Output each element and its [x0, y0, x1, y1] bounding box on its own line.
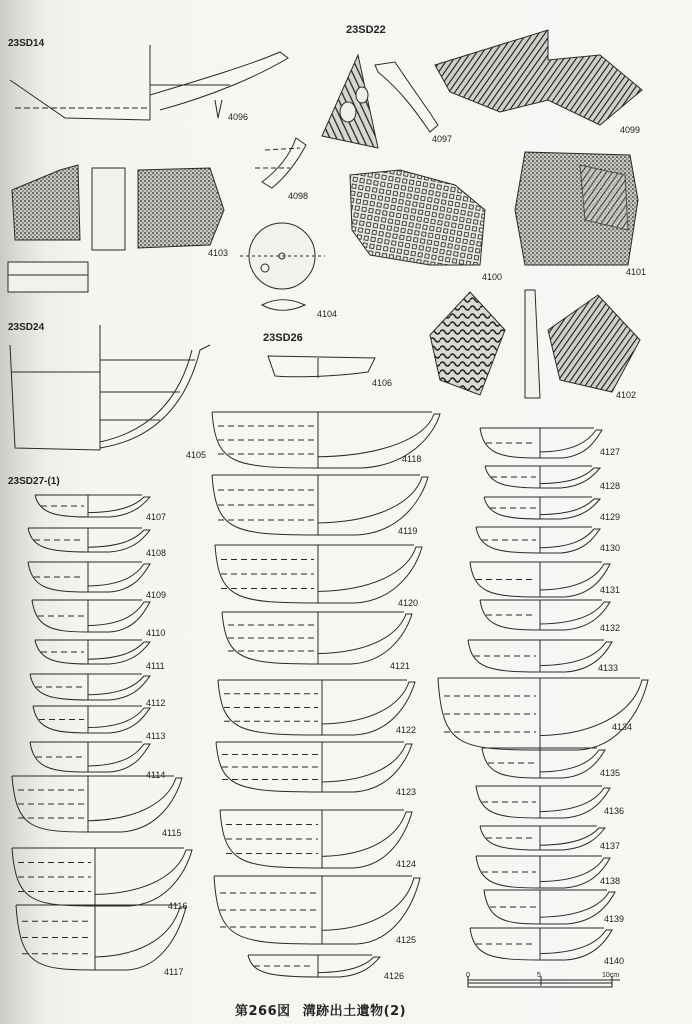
- number-label: 4111: [146, 661, 165, 671]
- scale-label-five: 5: [537, 972, 541, 979]
- number-label: 4125: [396, 935, 417, 945]
- group-label-23sd22: 23SD22: [346, 24, 386, 36]
- number-label: 4138: [600, 876, 621, 886]
- number-label: 4122: [396, 725, 417, 735]
- number-label: 4135: [600, 768, 621, 778]
- number-label: 4136: [604, 806, 625, 816]
- figure-number: 第266図: [235, 1004, 291, 1019]
- number-label: 4116: [168, 901, 188, 911]
- number-label: 4124: [396, 859, 417, 869]
- vessel-4105: [8, 322, 210, 450]
- group-label-23sd24: 23SD24: [8, 322, 45, 333]
- bowl-profiles: [12, 412, 648, 977]
- number-label: 4102: [616, 390, 637, 400]
- group-label-23sd26: 23SD26: [263, 332, 303, 344]
- number-label: 4134: [612, 722, 633, 732]
- number-label: 4126: [384, 971, 405, 981]
- scale-label-zero: 0: [466, 972, 470, 979]
- vessel-4099-sherd: [435, 30, 642, 125]
- vessel-4100-sherd: [350, 170, 485, 265]
- number-label: 4114: [146, 770, 166, 780]
- number-label: 4109: [146, 590, 167, 600]
- number-label: 4127: [600, 447, 621, 457]
- scale-bar: [468, 976, 620, 987]
- number-label: 4132: [600, 623, 621, 633]
- number-label: 4115: [162, 828, 182, 838]
- number-label: 4121: [390, 661, 411, 671]
- number-label: 4128: [600, 481, 621, 491]
- number-label: 4098: [288, 191, 309, 201]
- number-label: 4139: [604, 914, 625, 924]
- number-label: 4113: [146, 731, 166, 741]
- figure-caption: [235, 1000, 418, 1019]
- number-label: 4131: [600, 585, 621, 595]
- number-label: 4101: [626, 267, 647, 277]
- number-label: 4106: [372, 378, 393, 388]
- group-label-23sd14: 23SD14: [8, 38, 45, 49]
- bowl-outline: [16, 905, 186, 970]
- number-label: 4137: [600, 841, 621, 851]
- bowl-outline: [212, 475, 428, 535]
- vessel-4096: [10, 45, 288, 120]
- number-label: 4100: [482, 272, 503, 282]
- number-label: 4117: [164, 967, 184, 977]
- scale-label-ten: 10cm: [602, 972, 620, 979]
- number-label: 4108: [146, 548, 167, 558]
- number-label: 4099: [620, 125, 641, 135]
- number-label: 4120: [398, 598, 419, 608]
- number-label: 4112: [146, 698, 166, 708]
- group-label-23sd27: 23SD27-(1): [8, 476, 60, 487]
- number-label: 4110: [146, 628, 166, 638]
- number-label: 4140: [604, 956, 625, 966]
- number-label: 4104: [317, 309, 338, 319]
- vessel-4102-sherd-a: [430, 292, 505, 395]
- number-label: 4130: [600, 543, 621, 553]
- number-label: 4123: [396, 787, 417, 797]
- number-label: 4118: [402, 454, 422, 464]
- number-label: 4119: [398, 526, 418, 536]
- number-label: 4096: [228, 112, 249, 122]
- number-label: 4129: [600, 512, 621, 522]
- vessel-4097-sherd: [322, 55, 378, 148]
- number-label: 4097: [432, 134, 453, 144]
- number-label: 4105: [186, 450, 207, 460]
- figure-title: 溝跡出土遺物(2): [302, 1004, 407, 1019]
- number-label: 4103: [208, 248, 229, 258]
- number-label: 4107: [146, 512, 167, 522]
- number-label: 4133: [598, 663, 619, 673]
- bowl-outline: [12, 776, 182, 832]
